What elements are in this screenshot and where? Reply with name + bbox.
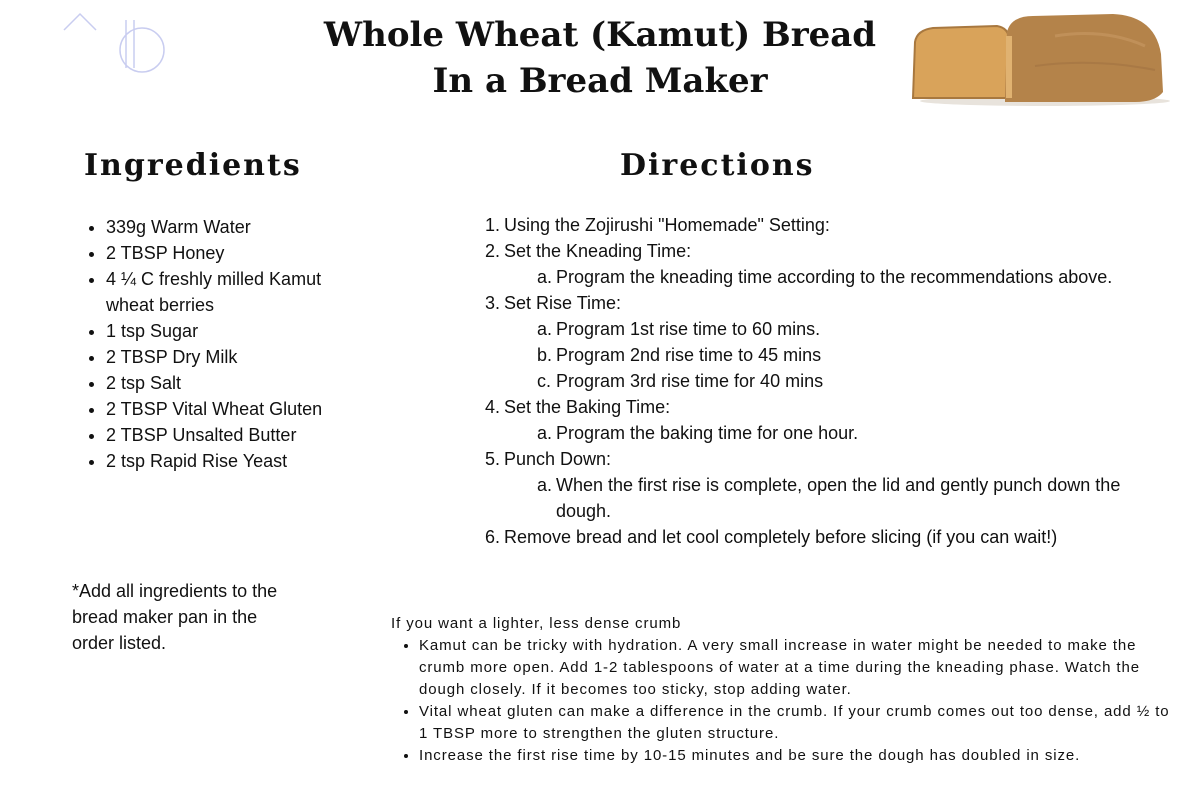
step-number: 4. — [485, 397, 501, 417]
ingredient-item: • 2 TBSP Unsalted Butter — [106, 422, 336, 448]
step-number: 1. — [485, 215, 501, 235]
substep-letter: a. — [537, 475, 553, 495]
substep-text: Program the baking time for one hour. — [556, 423, 859, 443]
bread-loaf-photo — [905, 6, 1170, 108]
step-text: Set Rise Time: — [504, 293, 622, 313]
direction-substep — [537, 472, 1165, 524]
direction-substep — [537, 316, 1165, 342]
bread-loaf-icon — [905, 6, 1170, 108]
step-number: 5. — [485, 449, 501, 469]
substep-text: Program 2nd rise time to 45 mins — [556, 345, 822, 365]
substep-letter: a. — [537, 423, 553, 443]
step-text: Set the Kneading Time: — [504, 241, 692, 261]
step-text: Punch Down: — [504, 449, 612, 469]
title-line-2: In a Bread Maker — [432, 61, 768, 101]
homestead-logo — [14, 4, 174, 100]
ingredient-item: • 2 TBSP Vital Wheat Gluten — [106, 396, 336, 422]
directions-list — [485, 212, 1165, 550]
substep-letter: c. — [537, 371, 552, 391]
step-number: 2. — [485, 241, 501, 261]
ingredients-list — [80, 214, 336, 474]
ingredient-item: • 4 ¼ C freshly milled Kamut wheat berries — [106, 266, 336, 318]
step-number: 3. — [485, 293, 501, 313]
logo-mark — [14, 4, 174, 100]
direction-substep — [537, 420, 1165, 446]
substep-list — [504, 420, 1165, 446]
direction-step — [485, 212, 1165, 238]
step-text: Set the Baking Time: — [504, 397, 671, 417]
substep-text: Program 1st rise time to 60 mins. — [556, 319, 821, 339]
substep-letter: b. — [537, 345, 553, 365]
direction-substep — [537, 368, 1165, 394]
direction-step — [485, 524, 1165, 550]
substep-letter: a. — [537, 319, 553, 339]
ingredient-item: • 339g Warm Water — [106, 214, 336, 240]
direction-step — [485, 238, 1165, 290]
substep-list — [504, 316, 1165, 394]
tips-list — [391, 635, 1181, 767]
directions-heading: Directions — [620, 148, 815, 183]
substep-letter: a. — [537, 267, 553, 287]
substep-text: When the first rise is complete, open the lid and gently punch down the dough. — [556, 475, 1121, 521]
tip-item: • Vital wheat gluten can make a difference in the crumb. If your crumb comes out too dense, add ½ to 1 TBSP more to strengthen the gluten structure. — [419, 701, 1181, 745]
substep-list — [504, 472, 1165, 524]
ingredients-heading: Ingredients — [84, 148, 302, 183]
step-number: 6. — [485, 527, 501, 547]
ingredient-item: • 2 TBSP Dry Milk — [106, 344, 336, 370]
substep-text: Program 3rd rise time for 40 mins — [556, 371, 824, 391]
ingredient-item: • 2 tsp Salt — [106, 370, 336, 396]
direction-step — [485, 394, 1165, 446]
substep-list — [504, 264, 1165, 290]
direction-substep — [537, 264, 1165, 290]
tip-item: • Increase the first rise time by 10-15 minutes and be sure the dough has doubled in size. — [419, 745, 1181, 767]
step-text: Using the Zojirushi "Homemade" Setting: — [504, 215, 830, 235]
ingredient-item: • 1 tsp Sugar — [106, 318, 336, 344]
tip-item: • Kamut can be tricky with hydration. A very small increase in water might be needed to make the crumb more open. Add 1-2 tablespoons of water at a time during the kneading phase. Watch the dough closely. If it becomes too sticky, stop adding water. — [419, 635, 1181, 701]
title-line-1: Whole Wheat (Kamut) Bread — [323, 15, 877, 55]
ingredients-note: *Add all ingredients to the bread maker pan in the order listed. — [72, 581, 278, 653]
tips-title: If you want a lighter, less dense crumb — [391, 615, 682, 632]
ingredient-item: • 2 TBSP Honey — [106, 240, 336, 266]
page-title — [300, 12, 900, 104]
step-text: Remove bread and let cool completely before slicing (if you can wait!) — [504, 527, 1058, 547]
ingredient-item: • 2 tsp Rapid Rise Yeast — [106, 448, 336, 474]
direction-step — [485, 446, 1165, 524]
direction-step — [485, 290, 1165, 394]
direction-substep — [537, 342, 1165, 368]
substep-text: Program the kneading time according to the recommendations above. — [556, 267, 1113, 287]
tips-section — [391, 613, 1181, 767]
